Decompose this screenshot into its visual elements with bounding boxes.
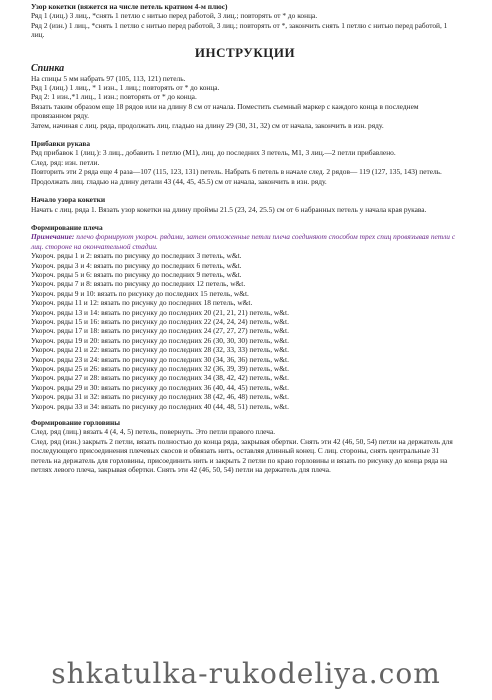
short-rows-list [31,251,459,411]
short-row: Укороч. ряды 25 и 26: вязать по рисунку до последних 32 (36, 39, 39) петель, w&t. [31,364,289,373]
back-line: На спицы 5 мм набрать 97 (105, 113, 121) петель. [31,73,186,83]
yoke-start-line: Начать с лиц. ряда 1. Вязать узор кокетки на длину проймы 21.5 (23, 24, 25.5) см от 6 набранных петель у начала края рукава. [31,204,427,214]
sleeve-line: След. ряд: изн. петли. [31,157,100,167]
short-row: Укороч. ряды 29 и 30: вязать по рисунку до последних 36 (40, 44, 45) петель, w&t. [31,382,289,392]
short-row: Укороч. ряды 17 и 18: вязать по рисунку до последних 24 (27, 27, 27) петель, w&t. [31,326,289,336]
short-row: Укороч. ряды 31 и 32: вязать по рисунку до последних 38 (42, 46, 48) петель, w&t. [31,392,289,402]
back-line: Ряд 1 (лиц.) 1 лиц., * 1 изн., 1 лиц.; повторять от * до конца. [31,83,220,93]
short-row: Укороч. ряды 1 и 2: вязать по рисунку до последних 3 петель, w&t. [31,251,242,261]
short-row: Укороч. ряды 5 и 6: вязать по рисунку до последних 9 петель, w&t. [31,269,242,279]
back-line: Вязать таким образом еще 18 рядов или на длину 8 см от начала. Поместить съемный маркер с каждого конца в последнем провязанном ряду. [31,101,419,121]
short-row: Укороч. ряды 7 и 8: вязать по рисунку до последних 12 петель, w&t. [31,279,246,289]
short-row: Укороч. ряды 3 и 4: вязать по рисунку до последних 6 петель, w&t. [31,260,242,270]
back-heading: Спинка [31,62,65,74]
neckline-line: След. ряд (лиц.) вязать 4 (4, 4, 5) петель, повернуть. Это петли правого плеча. [31,427,276,437]
short-row: Укороч. ряды 15 и 16: вязать по рисунку до последних 22 (24, 24, 24) петель, w&t. [31,316,289,326]
short-row: Укороч. ряды 13 и 14: вязать по рисунку до последних 20 (21, 21, 21) петель, w&t. [31,307,289,317]
site-watermark: shkatulka-rukodeliya.com [51,657,441,690]
yoke-pattern-heading: Узор кокетки (вяжется на числе петель кратном 4-м плюс) [31,2,228,11]
short-row: Укороч. ряды 21 и 22: вязать по рисунку до последних 28 (32, 33, 33) петель, w&t. [31,345,289,355]
yoke-start-heading: Начало узора кокетки [31,195,106,205]
shoulder-heading: Формирование плеча [31,222,103,232]
back-line: Ряд 2: 1 изн.,*1 лиц., 1 изн.; повторять от * до конца. [31,92,197,102]
yoke-pattern-row-2: Ряд 2 (изн.) 1 лиц., *снять 1 петлю с нитью перед работой, 3 лиц.; повторять от *, закончить снять 1 петлю с нитью перед работой, 1 лиц. [31,20,448,40]
back-line: Затем, начиная с лиц. ряда, продолжать лиц. гладью на длину 29 (30, 31, 32) см от начала, закончить в изн. ряду. [31,120,384,130]
note-label: Примечание: [31,232,75,242]
note-text: плечо формируют укороч. рядами, затем отложенные петли плеча соединяют способом трех спиц провязывая петли с лиц. стороне на окончательной стадии. [31,232,456,251]
short-row: Укороч. ряды 23 и 24: вязать по рисунку до последних 30 (34, 36, 36) петель, w&t. [31,354,289,364]
yoke-pattern-row-1: Ряд 1 (лиц.) 3 лиц., *снять 1 петлю с нитью перед работой, 3 лиц.; повторять от * до конца. [31,11,318,21]
sleeve-increases-heading: Прибавки рукава [31,139,91,149]
shoulder-note [31,232,459,251]
sleeve-line: Повторить эти 2 ряда еще 4 раза—107 (115, 123, 131) петель. Набрать 6 петель в начале след. 2 рядов— 119 (127, 135, 143) петель. Продолжать лиц. гладью на длину детали 43 (44, 45, 45.5) см от начала, закончить в изн. ряду. [31,167,442,186]
neckline-heading: Формирование горловины [31,418,121,428]
sleeve-line: Ряд прибавок 1 (лиц.): 3 лиц., добавить 1 петлю (М1), лиц. до последних 3 петель, М1, 3 лиц.—2 петли прибавлено. [31,148,396,158]
short-row: Укороч. ряды 33 и 34: вязать по рисунку до последних 40 (44, 48, 51) петель, w&t. [31,401,289,411]
neckline-line: След. ряд (изн.) закрыть 2 петли, вязать полностью до конца ряда, закрывая обертки. Снять эти 42 (46, 50, 54) петли на держатель для последующего присоединения плечевых скосов и обвязать нить, оставляя длинный конец. С лиц. стороны, снять центральные 31 петель на держатель для горловины, присоединить нить и закрыть 2 петли по краю горловины и вязать по рисунку до конца ряда на петлях левого плеча, закрывая обертки. Снять эти 42 (46, 50, 54) петли на держатель для плеча. [31,436,453,475]
short-row: Укороч. ряды 11 и 12: вязать по рисунку до последних 18 петель, w&t. [31,298,253,308]
short-row: Укороч. ряды 19 и 20: вязать по рисунку до последних 26 (30, 30, 30) петель, w&t. [31,335,289,345]
short-row: Укороч. ряды 9 и 10: вязать по рисунку до последних 15 петель, w&t. [31,288,249,298]
document-body [31,2,459,474]
short-row: Укороч. ряды 27 и 28: вязать по рисунку до последних 34 (38, 42, 42) петель, w&t. [31,373,289,383]
instructions-title: ИНСТРУКЦИИ [194,44,296,60]
